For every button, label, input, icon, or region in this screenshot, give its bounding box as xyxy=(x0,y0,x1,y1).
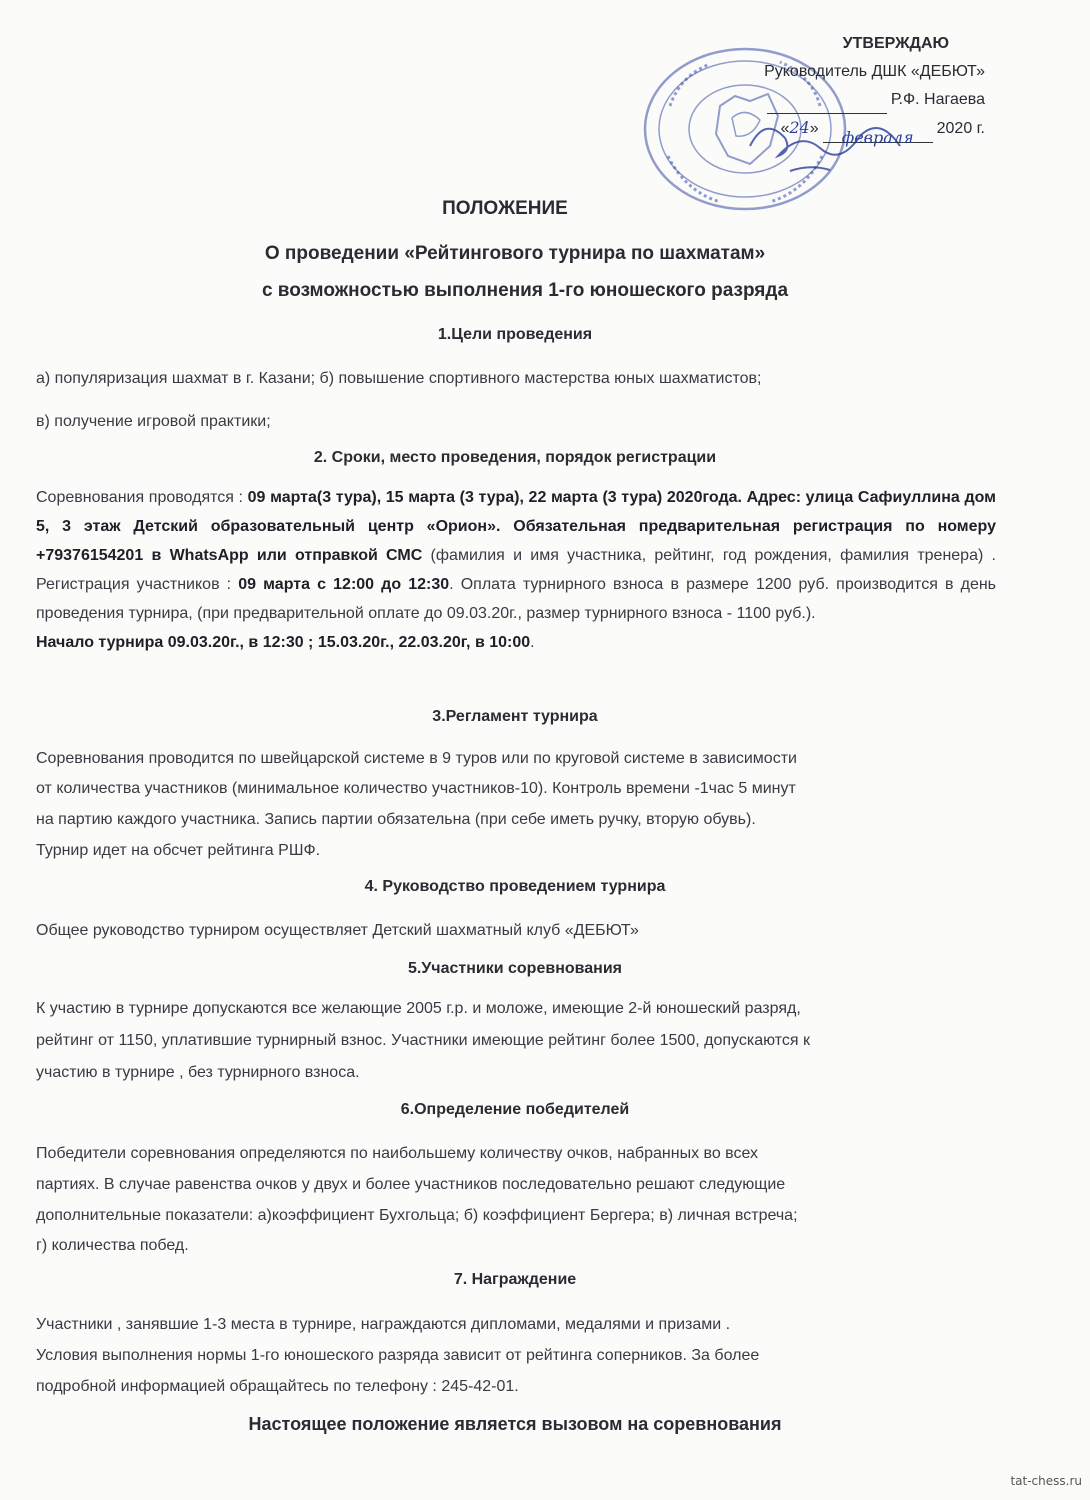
section-3-line-1: Соревнования проводится по швейцарской системе в 9 туров или по круговой системе в зависимости xyxy=(36,750,797,767)
section-6-line-1: Победители соревнования определяются по наибольшему количеству очков, набранных во всех xyxy=(36,1145,759,1162)
signature-line xyxy=(767,95,887,114)
section-4-line-1: Общее руководство турниром осуществляет Детский шахматный клуб «ДЕБЮТ» xyxy=(36,922,639,939)
section-5-line-3: участию в турнире , без турнирного взноса. xyxy=(36,1064,360,1081)
section-7-line-1: Участники , занявшие 1-3 места в турнире, награждаются дипломами, медалями и призами . xyxy=(36,1316,731,1333)
section-7-heading: 7. Награждение xyxy=(453,1271,577,1288)
section-5-line-2: рейтинг от 1150, уплатившие турнирный взнос. Участники имеющие рейтинг более 1500, допускаются к xyxy=(36,1032,810,1049)
document-subtitle-2: с возможностью выполнения 1-го юношеского разряда xyxy=(261,280,789,301)
approval-name-line xyxy=(700,86,985,114)
date-month xyxy=(823,124,933,147)
section-1-heading: 1.Цели проведения xyxy=(437,326,593,343)
date-open-quote: « xyxy=(780,120,790,137)
section-7-line-2: Условия выполнения нормы 1-го юношеского разряда зависит от рейтинга соперников. За более xyxy=(36,1347,760,1364)
section-3-line-2: от количества участников (минимальное количество участников-10). Контроль времени -1час 5 минут xyxy=(36,780,796,797)
section-1-line-1: а) популяризация шахмат в г. Казани; б) повышение спортивного мастерства юных шахматистов; xyxy=(36,370,762,387)
section-2-heading: 2. Сроки, место проведения, порядок регистрации xyxy=(313,449,717,466)
section-6-line-4: г) количества побед. xyxy=(36,1237,189,1254)
section-3-line-3: на партию каждого участника. Запись партии обязательна (при себе иметь ручку, вторую обувь). xyxy=(36,811,756,828)
date-year: 2020 г. xyxy=(936,120,985,137)
section-3-heading: 3.Регламент турнира xyxy=(432,708,598,725)
section-6-heading: 6.Определение победителей xyxy=(400,1101,630,1118)
approval-name: Р.Ф. Нагаева xyxy=(890,91,985,108)
approval-date xyxy=(700,114,985,147)
s2-text-a: Соревнования проводятся : xyxy=(36,489,248,506)
s2-start-end: . xyxy=(530,634,535,651)
section-5-heading: 5.Участники соревнования xyxy=(408,960,622,977)
s2-text-b: 09 марта(3 тура), 15 марта (3 тура), 22 марта (3 тура) 2020года. Адрес: улица Сафиуллина дом 5, 3 этаж Детский образовательный центр «Орион». Обязательная предварительная регистрация по номеру +79376154201 в WhatsApp или отправкой СМС xyxy=(36,489,997,564)
date-month-text: февраля xyxy=(841,128,914,147)
section-4-heading: 4. Руководство проведением турнира xyxy=(364,878,666,895)
section-6-line-2: партиях. В случае равенства очков у двух и более участников последовательно решают следующие xyxy=(36,1176,786,1193)
closing-statement: Настоящее положение является вызовом на соревнования xyxy=(248,1414,782,1434)
section-2-paragraph xyxy=(36,483,996,657)
site-watermark: tat-chess.ru xyxy=(1010,1474,1082,1488)
section-6-line-3: дополнительные показатели: а)коэффициент Бухгольца; б) коэффициент Бергера; в) личная встреча; xyxy=(36,1207,798,1224)
date-close-quote: » xyxy=(809,120,819,137)
s2-text-c: (фамилия и имя участника, рейтинг, год рождения, фамилия тренера) . Регистрация участников : xyxy=(36,547,997,593)
s2-text-d: 09 марта с 12:00 до 12:30 xyxy=(238,576,450,593)
s2-start-time: Начало турнира 09.03.20г., в 12:30 ; 15.03.20г., 22.03.20г, в 10:00 xyxy=(36,634,531,651)
s2-text-e: . Оплата турнирного взноса в размере 1200 руб. производится в день проведения турнира, (при предварительной оплате до 09.03.20г., размер турнирного взноса - 1100 руб.). xyxy=(36,576,997,622)
approval-block xyxy=(700,30,985,147)
document-title: ПОЛОЖЕНИЕ xyxy=(442,198,568,219)
section-7-line-3: подробной информацией обращайтесь по телефону : 245-42-01. xyxy=(36,1378,519,1395)
section-3-line-4: Турнир идет на обсчет рейтинга РШФ. xyxy=(36,842,321,859)
section-1-line-2: в) получение игровой практики; xyxy=(36,413,271,430)
section-5-line-1: К участию в турнире допускаются все желающие 2005 г.р. и моложе, имеющие 2-й юношеский разряд, xyxy=(36,1000,801,1017)
approval-title: УТВЕРЖДАЮ xyxy=(842,35,949,52)
date-day: 24 xyxy=(789,118,810,137)
document-subtitle-1: О проведении «Рейтингового турнира по шахматам» xyxy=(264,243,766,264)
approval-position: Руководитель ДШК «ДЕБЮТ» xyxy=(764,63,985,80)
